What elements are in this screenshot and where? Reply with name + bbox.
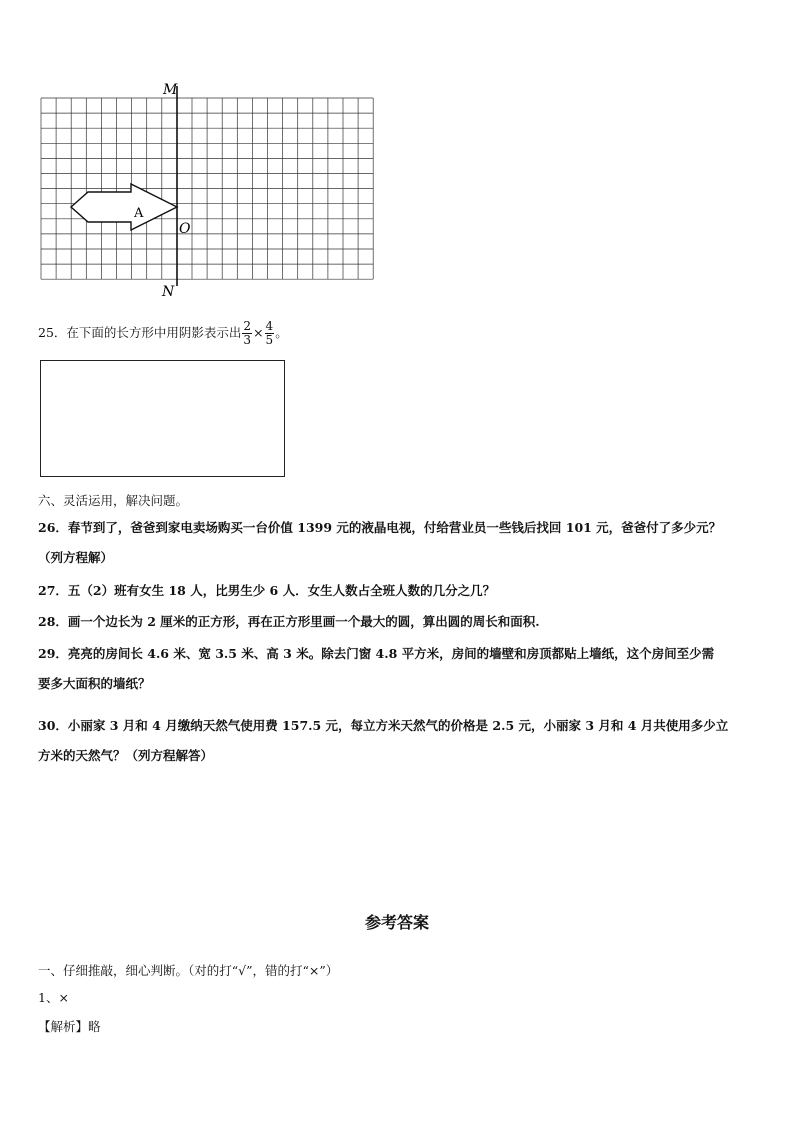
label-o: O (179, 221, 191, 237)
answers-title: 参考答案 (364, 913, 429, 932)
question-29-line2: 要多大面积的墙纸？ (38, 676, 151, 691)
question-26-line1: 26．春节到了，爸爸到家电卖场购买一台价值 1399 元的液晶电视，付给营业员一些钱后找回 101 元，爸爸付了多少元？ (38, 520, 722, 535)
grid-figure (38, 80, 378, 298)
section-6-heading: 六、灵活运用，解决问题。 (38, 493, 189, 508)
question-30-line2: 方米的天然气？（列方程解答） (38, 748, 214, 763)
question-28: 28．画一个边长为 2 厘米的正方形，再在正方形里画一个最大的圆，算出圆的周长和面积. (38, 614, 540, 629)
question-30-line1: 30．小丽家 3 月和 4 月缴纳天然气使用费 157.5 元，每立方米天然气的价格是 2.5 元，小丽家 3 月和 4 月共使用多少立 (38, 718, 729, 733)
section-1-heading: 一、仔细推敲，细心判断。（对的打“√”，错的打“×”） (38, 963, 339, 978)
fraction-4-5: $\frac{4}{5}$ (265, 319, 274, 347)
shading-rectangle (40, 360, 285, 477)
question-27: 27．五（2）班有女生 18 人，比男生少 6 人．女生人数占全班人数的几分之几？ (38, 583, 496, 598)
fraction-2-3: $\frac{2}{3}$ (243, 319, 252, 347)
question-25: 25．在下面的长方形中用阴影表示出 $\frac{2}{3}$ × $\frac{4}{5}$ 。 (38, 319, 288, 347)
times-sign: × (253, 325, 264, 340)
question-26-line2: （列方程解） (38, 550, 114, 565)
label-a: A (134, 206, 144, 221)
q25-text: 25．在下面的长方形中用阴影表示出 (38, 325, 242, 340)
question-29-line1: 29．亮亮的房间长 4.6 米、宽 3.5 米、高 3 米。除去门窗 4.8 平方米，房间的墙壁和房顶都贴上墙纸，这个房间至少需 (38, 646, 715, 661)
label-n: N (162, 284, 175, 298)
shape-a (71, 184, 177, 230)
answer-1-analysis: 【解析】略 (38, 1019, 101, 1034)
grid-lines (41, 98, 373, 279)
label-m: M (163, 82, 178, 98)
answer-1: 1、× (38, 990, 69, 1005)
